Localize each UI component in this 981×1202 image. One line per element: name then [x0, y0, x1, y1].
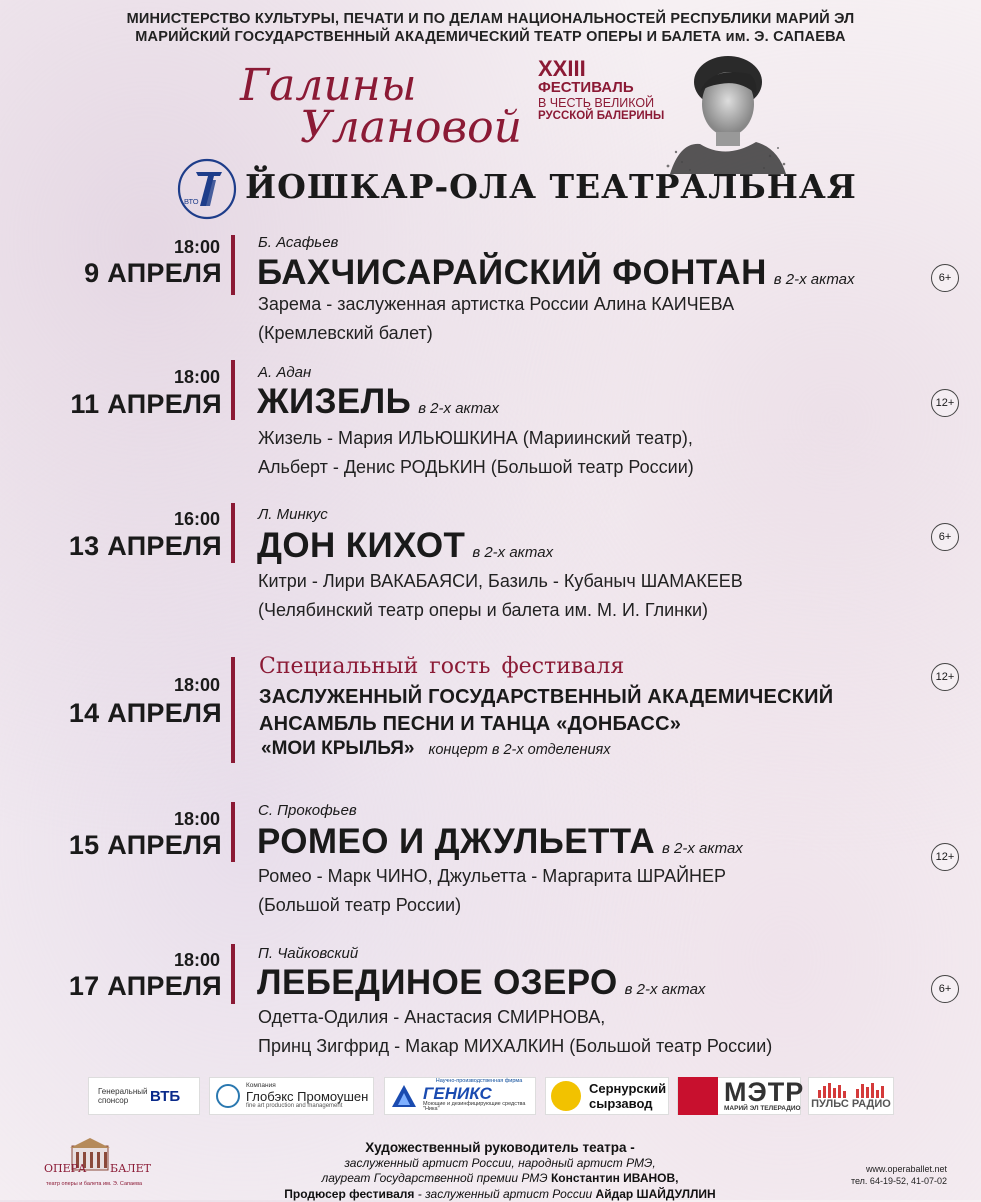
cast-line: Альберт - Денис РОДЬКИН (Большой театр России) — [258, 453, 694, 482]
age-rating-badge: 6+ — [931, 975, 959, 1003]
event-cast — [258, 567, 743, 625]
opera-logo-sub: театр оперы и балета им. Э. Сапаева — [46, 1181, 143, 1187]
cast-line: Ромео - Марк ЧИНО, Джульетта - Маргарита ШРАЙНЕР — [258, 862, 726, 891]
event-cast — [258, 1003, 772, 1061]
cast-line: (Челябинский театр оперы и балета им. М. И. Глинки) — [258, 596, 743, 625]
cast-line: Зарема - заслуженная артистка России Алина КАИЧЕВА — [258, 290, 734, 319]
event-composer: А. Адан — [258, 364, 311, 381]
sponsor-metr — [677, 1077, 801, 1115]
globe-icon — [216, 1084, 240, 1108]
cheese-icon — [551, 1081, 581, 1111]
event-divider — [231, 360, 235, 420]
festival-info — [538, 58, 668, 122]
metr-text — [724, 1079, 804, 1113]
globex-small: Компания — [246, 1083, 368, 1090]
cast-line: (Кремлевский балет) — [258, 319, 734, 348]
event-divider — [231, 503, 235, 563]
event-time: 18:00 — [174, 367, 220, 388]
sernur-text — [589, 1081, 666, 1111]
event-title-line — [257, 822, 743, 862]
sernur-line1: Сернурский — [589, 1081, 666, 1096]
globex-text — [246, 1083, 368, 1109]
event-composer: Б. Асафьев — [258, 234, 338, 251]
ballerina-portrait — [660, 52, 792, 178]
cast-line: Китри - Лири ВАКАБАЯСИ, Базиль - Кубаныч ШАМАКЕЕВ — [258, 567, 743, 596]
event-cast — [258, 862, 726, 920]
festival-sub2: РУССКОЙ БАЛЕРИНЫ — [538, 111, 668, 123]
event-acts: в 2-х актах — [472, 544, 553, 561]
genix-text — [423, 1079, 535, 1113]
event-title: ЖИЗЕЛЬ — [257, 382, 411, 421]
sound-wave-icon — [816, 1082, 886, 1098]
opera-logo-right: БАЛЕТ — [110, 1162, 152, 1175]
event-time: 16:00 — [174, 509, 220, 530]
metr-icon — [678, 1077, 718, 1115]
guest-ensemble-line: АНСАМБЛЬ ПЕСНИ И ТАНЦА «ДОНБАСС» — [259, 711, 833, 738]
footer-credits — [240, 1140, 760, 1202]
footer-line4a: Продюсер фестиваля — [284, 1187, 414, 1201]
sponsor-genix — [384, 1077, 536, 1115]
footer-line3 — [240, 1171, 760, 1187]
event-title: ЛЕБЕДИНОЕ ОЗЕРО — [257, 963, 618, 1002]
contact-info — [851, 1163, 947, 1187]
guest-ensemble-line: ЗАСЛУЖЕННЫЙ ГОСУДАРСТВЕННЫЙ АКАДЕМИЧЕСКИЙ — [259, 684, 833, 711]
event-divider — [231, 944, 235, 1004]
sponsor-vtb — [88, 1077, 200, 1115]
metr-name: МЭТР — [724, 1079, 804, 1106]
guest-program-desc: концерт в 2-х отделениях — [428, 742, 610, 758]
event-date: 11 АПРЕЛЯ — [70, 389, 222, 420]
guest-program-title: «МОИ КРЫЛЬЯ» — [261, 738, 414, 759]
age-rating-badge: 6+ — [931, 523, 959, 551]
sponsor-sernur — [545, 1077, 669, 1115]
cast-line: Жизель - Мария ИЛЬЮШКИНА (Мариинский театр), — [258, 424, 694, 453]
footer-line1: Художественный руководитель театра - — [240, 1140, 760, 1156]
theatre-header: МАРИЙСКИЙ ГОСУДАРСТВЕННЫЙ АКАДЕМИЧЕСКИЙ ТЕАТР ОПЕРЫ И БАЛЕТА им. Э. САПАЕВА — [0, 29, 981, 45]
festival-word: ФЕСТИВАЛЬ — [538, 80, 668, 95]
footer-line4 — [240, 1187, 760, 1202]
event-time: 18:00 — [174, 237, 220, 258]
event-date: 15 АПРЕЛЯ — [69, 830, 222, 861]
festival-name-line1: Галины — [240, 60, 417, 111]
guest-ensemble — [259, 684, 833, 738]
sponsor-vtb-label: Генеральный спонсор — [98, 1087, 142, 1105]
puls-radio-text: ПУЛЬС РАДИО — [811, 1098, 891, 1110]
footer-line3b: Константин ИВАНОВ, — [551, 1171, 679, 1185]
event-acts: в 2-х актах — [625, 981, 706, 998]
cast-line: Одетта-Одилия - Анастасия СМИРНОВА, — [258, 1003, 772, 1032]
festival-number: XXIII — [538, 58, 668, 80]
festival-name — [232, 60, 512, 160]
event-cast — [258, 424, 694, 482]
genix-sub: Моющие и дезинфицирующие средства "Ника" — [423, 1102, 535, 1113]
event-date: 9 АПРЕЛЯ — [84, 258, 222, 289]
vtb-logo: ВТБ — [150, 1088, 180, 1105]
vto-logo — [176, 158, 238, 220]
genix-name: ГЕНИКС — [423, 1085, 535, 1102]
festival-sub1: В ЧЕСТЬ ВЕЛИКОЙ — [538, 97, 668, 110]
footer-line4c: Айдар ШАЙДУЛЛИН — [596, 1187, 716, 1201]
ministry-header: МИНИСТЕРСТВО КУЛЬТУРЫ, ПЕЧАТИ И ПО ДЕЛАМ НАЦИОНАЛЬНОСТЕЙ РЕСПУБЛИКИ МАРИЙ ЭЛ — [0, 11, 981, 27]
event-date: 17 АПРЕЛЯ — [69, 971, 222, 1002]
event-divider — [231, 802, 235, 862]
event-composer: Л. Минкус — [258, 506, 328, 523]
globex-sub: fine art production and management — [246, 1103, 368, 1109]
phone-numbers: тел. 64-19-52, 41-07-02 — [851, 1175, 947, 1187]
cast-line: Принц Зигфрид - Макар МИХАЛКИН (Большой театр России) — [258, 1032, 772, 1061]
event-composer: С. Прокофьев — [258, 802, 357, 819]
event-title-line — [257, 382, 499, 422]
age-rating-badge: 12+ — [931, 663, 959, 691]
event-cast — [258, 290, 734, 348]
globex-name: Глобэкс Промоушен — [246, 1090, 368, 1103]
opera-ballet-logo — [42, 1136, 138, 1190]
genix-top: Научно-производственная фирма — [423, 1079, 535, 1085]
opera-logo-left: ОПЕРА — [44, 1162, 87, 1175]
event-title: БАХЧИСАРАЙСКИЙ ФОНТАН — [257, 253, 767, 292]
event-divider — [231, 235, 235, 295]
event-time: 18:00 — [174, 675, 220, 696]
event-title: ДОН КИХОТ — [257, 526, 465, 565]
event-date: 14 АПРЕЛЯ — [69, 698, 222, 729]
guest-program — [261, 738, 611, 760]
genix-drop-icon — [389, 1083, 419, 1109]
website-link[interactable]: www.operaballet.net — [851, 1163, 947, 1175]
event-composer: П. Чайковский — [258, 945, 358, 962]
event-title-line — [257, 253, 855, 293]
event-title: РОМЕО И ДЖУЛЬЕТТА — [257, 822, 655, 861]
age-rating-badge: 12+ — [931, 843, 959, 871]
footer-line2: заслуженный артист России, народный артист РМЭ, — [240, 1156, 760, 1172]
sponsor-puls — [808, 1077, 894, 1115]
event-date: 13 АПРЕЛЯ — [69, 531, 222, 562]
cast-line: (Большой театр России) — [258, 891, 726, 920]
footer-line4b: - заслуженный артист России — [414, 1187, 595, 1201]
vto-logo-text: ВТО — [184, 197, 199, 206]
event-time: 18:00 — [174, 809, 220, 830]
event-divider — [231, 657, 235, 763]
event-time: 18:00 — [174, 950, 220, 971]
age-rating-badge: 12+ — [931, 389, 959, 417]
event-acts: в 2-х актах — [774, 271, 855, 288]
city-title: ЙОШКАР-ОЛА ТЕАТРАЛЬНАЯ — [245, 167, 857, 206]
footer-line3a: лауреат Государственной премии РМЭ — [321, 1171, 550, 1185]
metr-sub: МАРИЙ ЭЛ ТЕЛЕРАДИО — [724, 1106, 804, 1113]
sernur-line2: сырзавод — [589, 1096, 666, 1111]
event-acts: в 2-х актах — [418, 400, 499, 417]
festival-name-line2: Улановой — [300, 102, 522, 153]
event-title-line — [257, 526, 553, 566]
event-title-line — [257, 963, 705, 1003]
special-guest-heading: Специальный гость фестиваля — [259, 654, 624, 679]
event-acts: в 2-х актах — [662, 840, 743, 857]
age-rating-badge: 6+ — [931, 264, 959, 292]
sponsor-globex — [209, 1077, 374, 1115]
